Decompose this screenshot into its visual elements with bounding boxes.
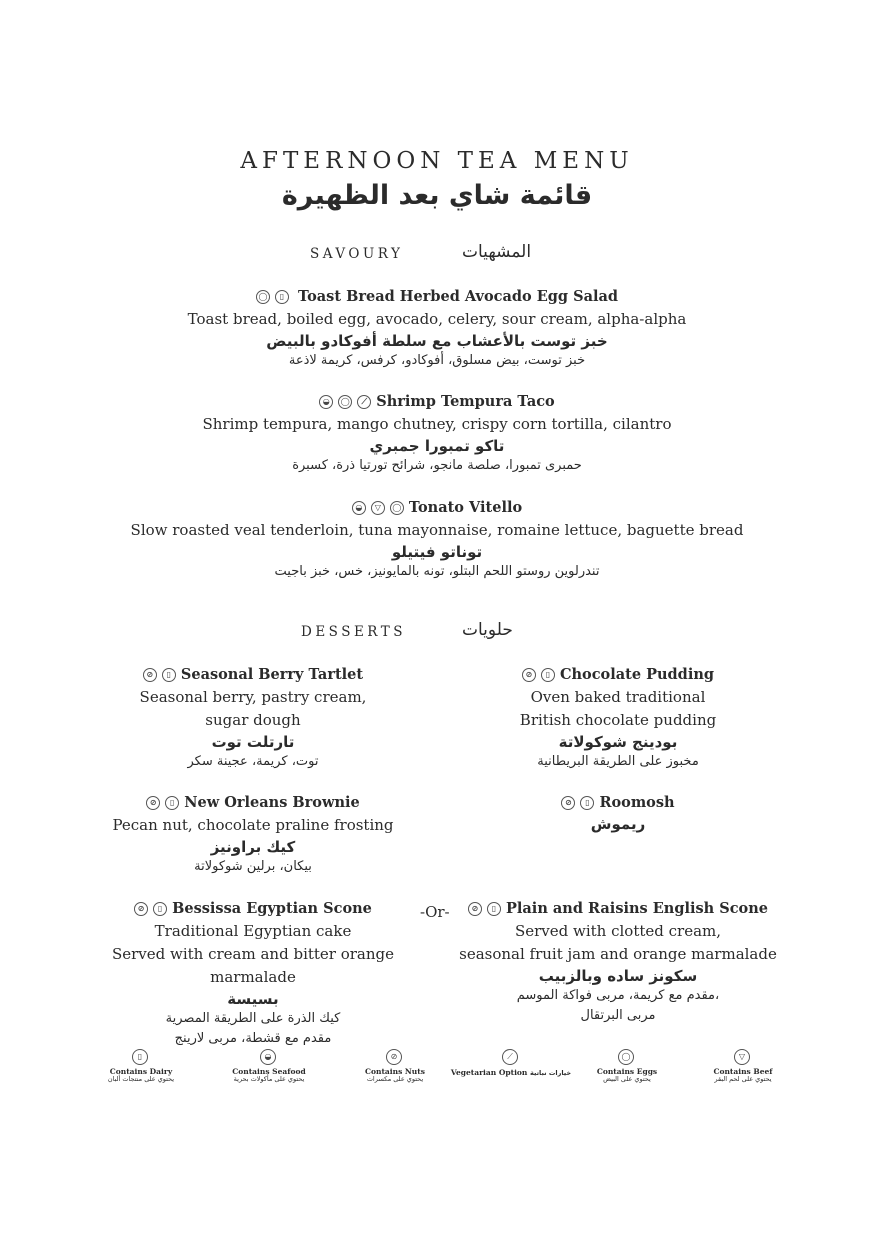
- item-name: New Orleans Brownie: [184, 794, 360, 811]
- item-name-ar: كيك براونيز: [210, 837, 296, 856]
- legend-item-eggs: [562, 1046, 692, 1083]
- item-name-row: [468, 900, 768, 917]
- item-description: seasonal fruit jam and orange marmalade: [459, 944, 777, 963]
- vegetarian-icon: ⟋: [502, 1049, 518, 1065]
- or-separator: -Or-: [420, 903, 450, 921]
- eggs-icon: ◯: [256, 290, 270, 304]
- legend-label-ar: يحتوي على البيض: [603, 1075, 651, 1083]
- legend-item-nuts: [330, 1046, 460, 1083]
- item-description: Served with cream and bitter orange marmalade: [111, 944, 395, 986]
- item-name: Roomosh: [599, 794, 675, 811]
- item-name: Shrimp Tempura Taco: [376, 393, 555, 410]
- legend-label-ar: يحتوي على مكسرات: [366, 1075, 424, 1083]
- item-name-ar: توناتو فيتيلو: [391, 542, 483, 561]
- item-name-ar: بودينج شوكولاتة: [558, 732, 678, 751]
- nuts-icon: ⊘: [134, 902, 148, 916]
- menu-title-en: AFTERNOON TEA MENU: [240, 148, 634, 174]
- item-name-ar: ريموش: [590, 814, 646, 833]
- allergen-legend: [0, 1046, 874, 1096]
- item-name-row: [319, 393, 554, 410]
- legend-item-seafood: [204, 1046, 334, 1083]
- dairy-icon: ▯: [132, 1049, 148, 1065]
- item-name-row: [352, 499, 522, 516]
- item-description-ar: مربى البرتقال: [580, 1007, 656, 1023]
- legend-item-dairy: [76, 1046, 206, 1083]
- legend-label-ar: يحتوي على مأكولات بحرية: [233, 1075, 305, 1083]
- item-name: Seasonal Berry Tartlet: [180, 666, 364, 683]
- item-name-row: [561, 794, 674, 811]
- section-heading-desserts-ar: حلويات: [462, 620, 513, 640]
- item-description-ar: توت، كريمة، عجينة سكر: [187, 753, 319, 769]
- section-heading-savoury-en: SAVOURY: [310, 246, 404, 262]
- item-name-ar: تارتلت توت: [211, 732, 295, 751]
- menu-item-shrimp-tempura-taco: [0, 393, 874, 476]
- item-name: Chocolate Pudding: [559, 666, 715, 683]
- legend-label-ar: خيارات نباتية: [530, 1069, 572, 1077]
- legend-item-beef: [678, 1046, 808, 1083]
- legend-label: Contains Beef: [713, 1067, 773, 1076]
- seafood-icon: ◒: [260, 1049, 276, 1065]
- seafood-icon: ◒: [352, 501, 366, 515]
- beef-icon: ▽: [734, 1049, 750, 1065]
- menu-item-brownie: [78, 794, 428, 877]
- legend-item-vegetarian: [446, 1046, 576, 1077]
- dairy-icon: ▯: [153, 902, 167, 916]
- dairy-icon: ▯: [580, 796, 594, 810]
- dairy-icon: ▯: [275, 290, 289, 304]
- item-description: Slow roasted veal tenderloin, tuna mayonnaise, romaine lettuce, baguette bread: [130, 520, 744, 539]
- item-description: British chocolate pudding: [519, 710, 717, 729]
- legend-label-en: Vegetarian Option: [450, 1068, 528, 1077]
- item-name-row: [134, 900, 372, 917]
- legend-label: Contains Eggs: [596, 1067, 658, 1076]
- item-name-ar: تاكو تمبورا جمبري: [369, 436, 505, 455]
- dairy-icon: ▯: [487, 902, 501, 916]
- legend-label: Contains Seafood: [232, 1067, 306, 1076]
- item-description-ar: كيك الذرة على الطريقة المصرية: [165, 1010, 341, 1026]
- legend-label-ar: يحتوي على منتجات ألبان: [107, 1075, 175, 1083]
- dairy-icon: ▯: [162, 668, 176, 682]
- seafood-icon: ◒: [319, 395, 333, 409]
- item-name-ar: خبز توست بالأعشاب مع سلطة أفوكادو بالبيض: [266, 331, 608, 350]
- nuts-icon: ⊘: [143, 668, 157, 682]
- section-heading-savoury-ar: المشهيات: [462, 242, 532, 262]
- item-description-ar: حمبرى تمبورا، صلصة مانجو، شرائح تورتيا ذرة، كسبرة: [292, 457, 582, 473]
- legend-label: [446, 1069, 576, 1077]
- legend-label-ar: يحتوي على لحم البقر: [714, 1075, 772, 1083]
- menu-item-roomosh: [458, 794, 778, 834]
- eggs-icon: ◯: [338, 395, 352, 409]
- nuts-icon: ⊘: [146, 796, 160, 810]
- item-name-ar: سكونز ساده وبالزبيب: [538, 966, 698, 985]
- menu-title-ar: قائمة شاي بعد الظهيرة: [281, 180, 593, 211]
- dairy-icon: ▯: [165, 796, 179, 810]
- item-description: Seasonal berry, pastry cream,: [139, 687, 367, 706]
- item-description: Pecan nut, chocolate praline frosting: [112, 815, 394, 834]
- item-description-ar: خبز توست، بيض مسلوق، أفوكادو، كرفس، كريمة لاذعة: [288, 352, 586, 368]
- beef-icon: ▽: [371, 501, 385, 515]
- legend-label: Contains Dairy: [109, 1067, 173, 1076]
- item-name-row: [522, 666, 714, 683]
- item-name-ar: بسيسة: [227, 989, 279, 1008]
- nuts-icon: ⊘: [561, 796, 575, 810]
- menu-item-berry-tartlet: [78, 666, 428, 772]
- item-description: Served with clotted cream,: [514, 921, 722, 940]
- nuts-icon: ⊘: [386, 1049, 402, 1065]
- item-name: Toast Bread Herbed Avocado Egg Salad: [297, 288, 619, 305]
- item-description-ar: مقدم مع كريمة، مربى فواكة الموسم،: [516, 987, 720, 1003]
- item-name: Plain and Raisins English Scone: [506, 900, 768, 917]
- item-description-ar: تندرلوين روستو اللحم البتلو، تونه بالمايونيز، خس، خبز باجيت: [274, 563, 600, 579]
- legend-label: Contains Nuts: [365, 1067, 425, 1076]
- item-description: sugar dough: [205, 710, 301, 729]
- item-name: Bessissa Egyptian Scone: [172, 900, 372, 917]
- item-description: Toast bread, boiled egg, avocado, celery, sour cream, alpha-alpha: [187, 309, 687, 328]
- item-description-ar: مخبوز على الطريقة البريطانية: [537, 753, 699, 769]
- vegetarian-icon: ⟋: [357, 395, 371, 409]
- section-heading-desserts-en: DESSERTS: [301, 624, 406, 640]
- menu-item-bessissa-scone: [68, 900, 438, 1049]
- item-description: Oven baked traditional: [530, 687, 706, 706]
- nuts-icon: ⊘: [468, 902, 482, 916]
- dairy-icon: ▯: [541, 668, 555, 682]
- item-name-row: [143, 666, 363, 683]
- item-description: Shrimp tempura, mango chutney, crispy corn tortilla, cilantro: [202, 414, 672, 433]
- item-name-row: [256, 288, 618, 305]
- menu-item-english-scone: [458, 900, 778, 1026]
- nuts-icon: ⊘: [522, 668, 536, 682]
- menu-item-chocolate-pudding: [458, 666, 778, 772]
- item-description-ar: بيكان، برلين شوكولاتة: [194, 858, 312, 874]
- menu-item-avocado-egg-salad: [0, 288, 874, 371]
- item-name: Tonato Vitello: [408, 499, 523, 516]
- item-description: Traditional Egyptian cake: [154, 921, 352, 940]
- item-name-row: [146, 794, 360, 811]
- eggs-icon: ◯: [618, 1049, 634, 1065]
- menu-item-tonato-vitello: [0, 499, 874, 582]
- eggs-icon: ◯: [390, 501, 404, 515]
- item-description-ar: مقدم مع قشطة، مربى لارينج: [174, 1030, 332, 1046]
